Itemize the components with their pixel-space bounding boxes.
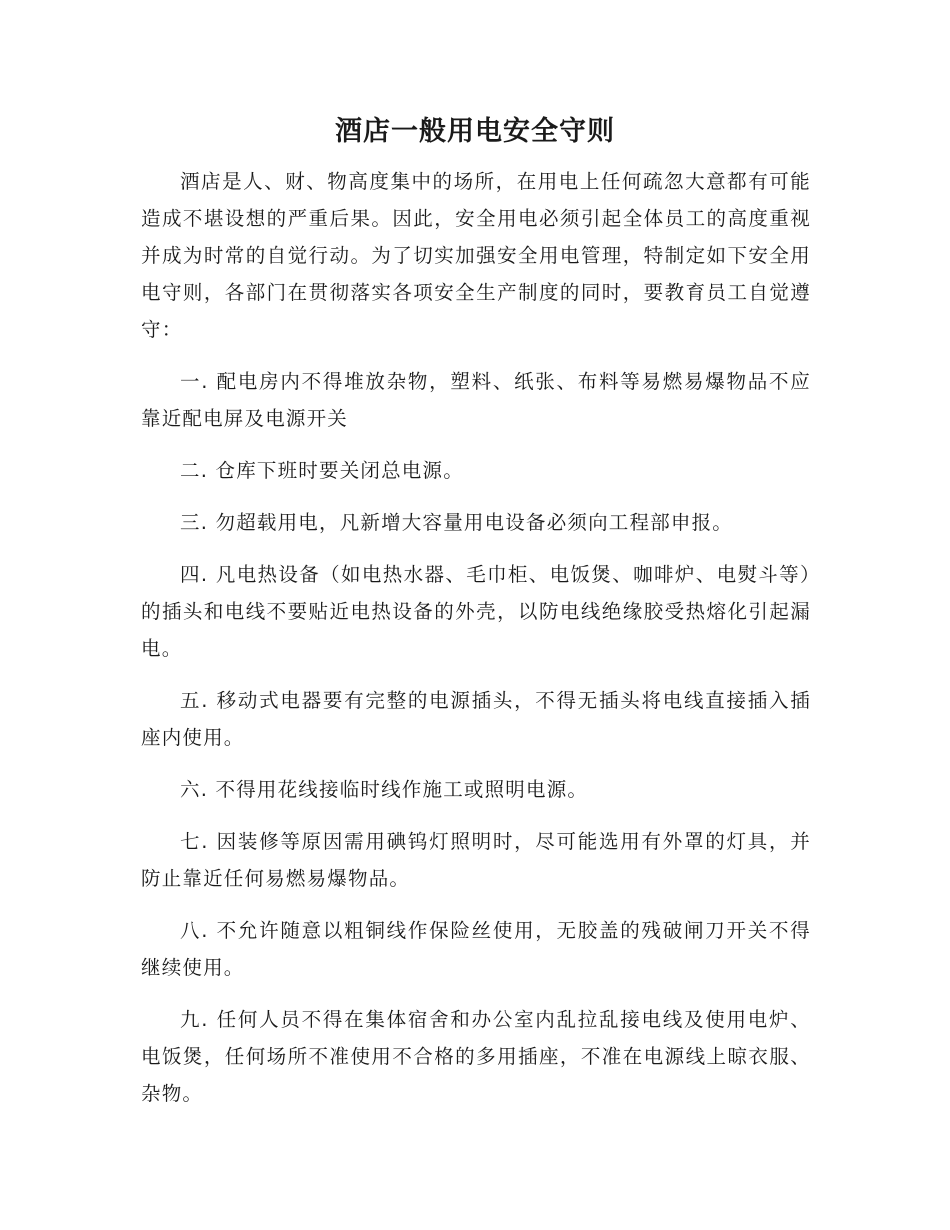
rule-item-1: 一. 配电房内不得堆放杂物，塑料、纸张、布料等易燃易爆物品不应靠近配电屏及电源开关 xyxy=(141,370,811,430)
document-body xyxy=(141,163,811,1127)
rule-item-3: 三. 勿超载用电，凡新增大容量用电设备必须向工程部申报。 xyxy=(180,511,733,534)
rule-item-9: 九. 任何人员不得在集体宿舍和办公室内乱拉乱接电线及使用电炉、电饭煲，任何场所不准使用不合格的多用插座，不准在电源线上晾衣服、杂物。 xyxy=(141,1008,811,1105)
rule-item-7: 七. 因装修等原因需用碘钨灯照明时，尽可能选用有外罩的灯具，并防止靠近任何易燃易爆物品。 xyxy=(141,830,811,890)
document-title: 酒店一般用电安全守则 xyxy=(335,116,615,147)
intro-paragraph: 酒店是人、财、物高度集中的场所，在用电上任何疏忽大意都有可能造成不堪设想的严重后果。因此，安全用电必须引起全体员工的高度重视并成为时常的自觉行动。为了切实加强安全用电管理，特制定如下安全用电守则，各部门在贯彻落实各项安全生产制度的同时，要教育员工自觉遵守： xyxy=(141,170,811,341)
rule-item-8: 八. 不允许随意以粗铜线作保险丝使用，无胶盖的残破闸刀开关不得继续使用。 xyxy=(141,919,811,979)
rule-item-5: 五. 移动式电器要有完整的电源插头，不得无插头将电线直接插入插座内使用。 xyxy=(141,689,811,749)
rule-item-4: 四. 凡电热设备（如电热水器、毛巾柜、电饭煲、咖啡炉、电熨斗等）的插头和电线不要贴近电热设备的外壳，以防电线绝缘胶受热熔化引起漏电。 xyxy=(141,563,811,660)
rule-item-2: 二. 仓库下班时要关闭总电源。 xyxy=(180,459,464,482)
rule-item-6: 六. 不得用花线接临时线作施工或照明电源。 xyxy=(180,778,589,801)
